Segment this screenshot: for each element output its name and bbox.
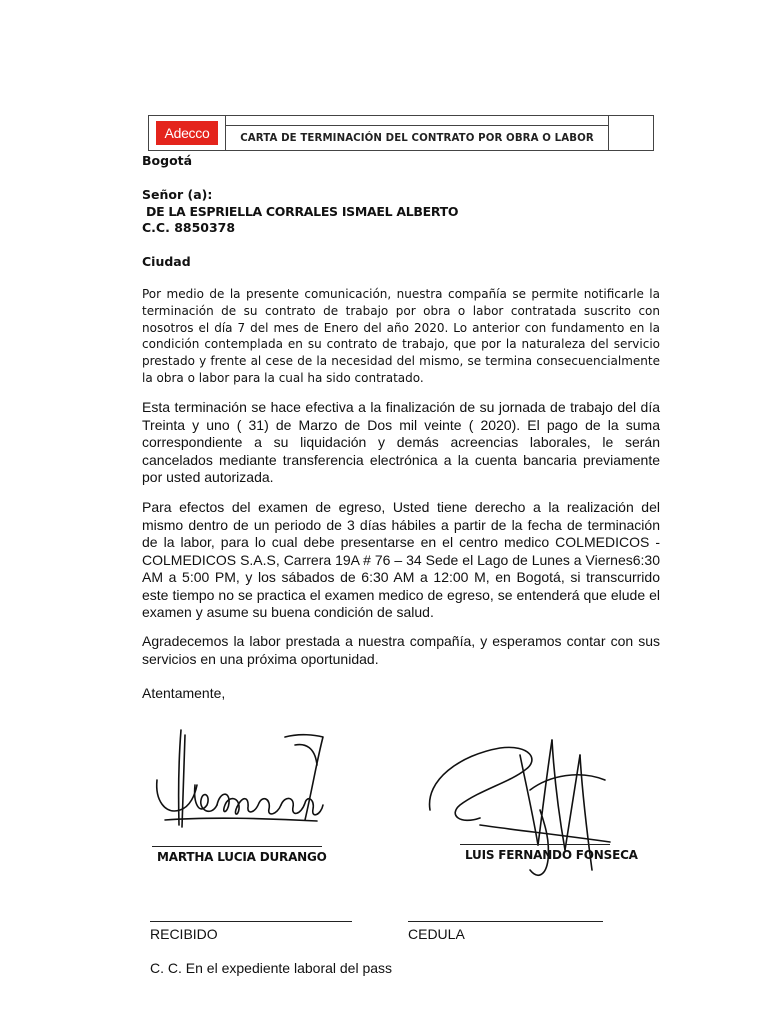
recipient-name: DE LA ESPRIELLA CORRALES ISMAEL ALBERTO <box>146 204 459 219</box>
signature-left-name: MARTHA LUCIA DURANGO <box>157 850 327 864</box>
signature-right-name: LUIS FERNANDO FONSECA <box>465 848 638 862</box>
paragraph-thanks: Agradecemos la labor prestada a nuestra compañía, y esperamos contar con sus servicios en una próxima oportunidad. <box>142 633 660 667</box>
cc-note: C. C. En el expediente laboral del pass <box>150 960 393 976</box>
id-label: CEDULA <box>408 926 465 942</box>
signature-left-line <box>152 846 322 847</box>
title-cell <box>226 116 608 150</box>
recipient-id: C.C. 8850378 <box>142 220 236 235</box>
id-line <box>408 921 603 922</box>
paragraph-effective-date: Esta terminación se hace efectiva a la finalización de su jornada de trabajo del día Treinta y uno ( 31) de Marzo de Dos mil veinte ( 2020). El pago de la suma correspondiente a su liquidación y demás acreencias laborales, le serán cancelados mediante transferencia electrónica a la cuenta bancaria previamente por usted autorizada. <box>142 399 660 485</box>
document-title: CARTA DE TERMINACIÓN DEL CONTRATO POR OBRA O LABOR <box>240 132 594 144</box>
paragraph-exam: Para efectos del examen de egreso, Usted tiene derecho a la realización del mismo dentro de un periodo de 3 días hábiles a partir de la fecha de terminación de la labor, para lo cual debe presentarse en el centro medico COLMEDICOS - COLMEDICOS S.A.S, Carrera 19A # 76 – 34 Sede el Lago de Lunes a Viernes6:30 AM a 5:00 PM, y los sábados de 6:30 AM a 12:00 M, en Bogotá, si transcurrido este tiempo no se practica el examen medico de egreso, se entenderá que elude el examen y asume su buena condición de salud. <box>142 499 660 620</box>
signature-right-image <box>420 730 620 890</box>
closing: Atentamente, <box>142 685 226 701</box>
received-label: RECIBIDO <box>150 926 218 942</box>
adecco-logo: Adecco <box>156 121 218 145</box>
city-line: Bogotá <box>142 153 193 168</box>
signature-right-line <box>460 844 610 845</box>
signature-left-image <box>145 725 335 850</box>
logo-cell <box>149 116 226 150</box>
city-label: Ciudad <box>142 254 191 269</box>
salutation: Señor (a): <box>142 187 213 202</box>
header-empty-cell <box>608 116 653 150</box>
letter-header <box>148 115 654 151</box>
received-line <box>150 921 352 922</box>
paragraph-notification: Por medio de la presente comunicación, nuestra compañía se permite notificarle la terminación de su contrato de trabajo por obra o labor contratada suscrito con nosotros el día 7 del mes de Enero del año 2020. Lo anterior con fundamento en la condición contemplada en su contrato de trabajo, que por la naturaleza del servicio prestado y frente al cese de la necesidad del mismo, se termina consecuencialmente la obra o labor para la cual ha sido contratado. <box>142 287 660 385</box>
